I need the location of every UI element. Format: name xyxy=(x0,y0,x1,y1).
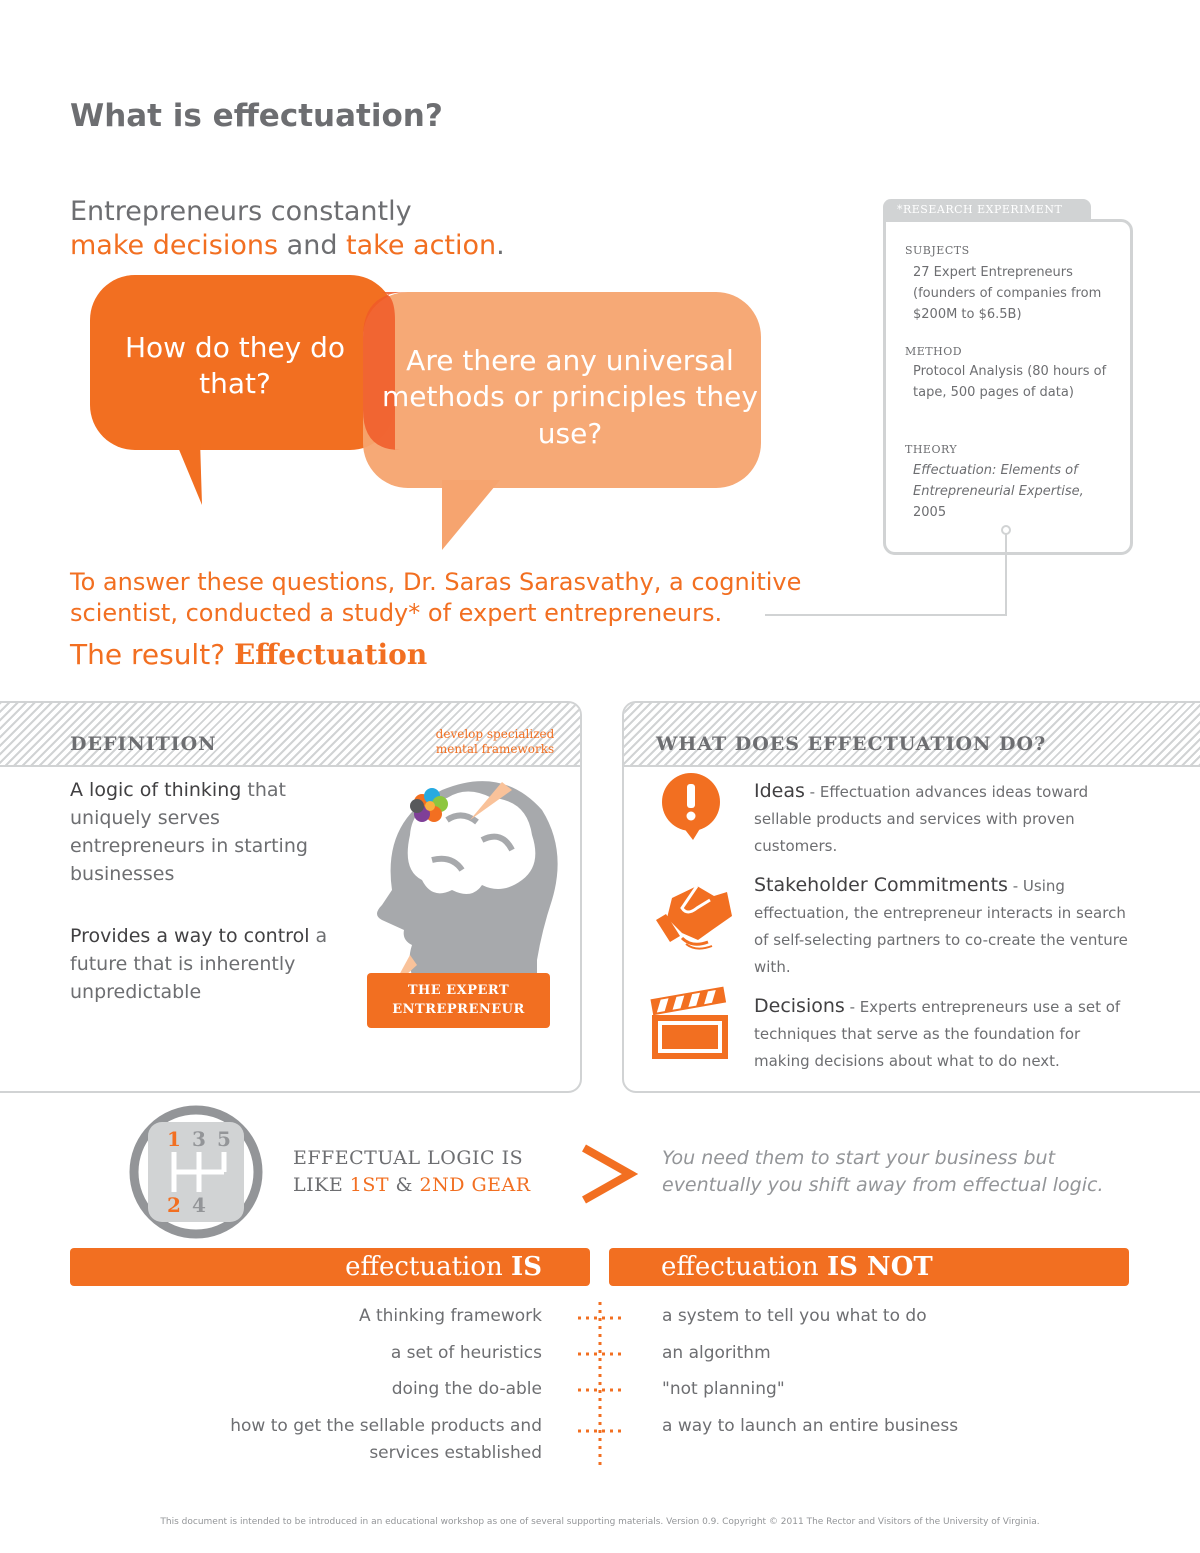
is-not-item-4: a way to launch an entire business xyxy=(662,1416,959,1436)
result-lead: The result? xyxy=(70,638,234,671)
is-item-4: how to get the sellable products and services established xyxy=(230,1416,542,1463)
footer-copyright: This document is intended to be introduced in an educational workshop as one of several supporting materials. Version 0.9. Copyright © 2011 The Rector and Visitors of the University of Virginia. xyxy=(160,1517,1040,1527)
definition-p1-bold: A logic of thinking xyxy=(70,779,242,801)
method-heading: METHOD xyxy=(905,345,963,358)
definition-paragraph-2 xyxy=(70,922,340,1006)
does-decisions-label: Decisions xyxy=(754,995,845,1017)
is-not-item-1: a system to tell you what to do xyxy=(662,1306,927,1326)
exclamation-bubble-icon xyxy=(655,772,727,842)
is-item-3: doing the do-able xyxy=(391,1379,542,1399)
subjects-heading: SUBJECTS xyxy=(905,244,970,257)
does-stakeholders-text: - Using effectuation, the entrepreneur interacts in search of self-selecting partners to co-create the venture with. xyxy=(754,877,1128,976)
result-word: Effectuation xyxy=(233,638,428,671)
gear-line-2 xyxy=(293,1172,531,1199)
does-item-decisions xyxy=(754,993,1134,1075)
is-not-bar-word: IS NOT xyxy=(826,1252,933,1282)
is-bar-prefix: effectuation xyxy=(345,1252,512,1282)
result-line xyxy=(70,638,427,671)
gear-number-2: 2 xyxy=(167,1193,181,1217)
does-item-stakeholders xyxy=(754,872,1134,981)
clapperboard-icon xyxy=(648,985,730,1061)
gear-note: You need them to start your business but eventually you shift away from effectual logic. xyxy=(662,1147,1104,1196)
gear-1st: 1ST xyxy=(349,1174,390,1196)
intro-and: and xyxy=(278,230,347,261)
bubble-question-2: Are there any universal methods or principles they use? xyxy=(382,344,758,450)
definition-p2-bold: Provides a way to control xyxy=(70,925,310,947)
gear-analogy xyxy=(293,1145,531,1199)
intro-line-1: Entrepreneurs constantly xyxy=(70,196,412,227)
gear-shift-icon xyxy=(128,1104,264,1240)
does-ideas-text: - Effectuation advances ideas toward sellable products and services with proven customers. xyxy=(754,783,1089,855)
gear-number-4: 4 xyxy=(192,1193,206,1217)
theory-heading: THEORY xyxy=(905,443,958,456)
is-not-item-2: an algorithm xyxy=(662,1343,771,1363)
research-tab-label: *RESEARCH EXPERIMENT xyxy=(897,203,1063,216)
does-ideas-label: Ideas xyxy=(754,780,805,802)
gear-number-3: 3 xyxy=(192,1127,206,1151)
is-item-1: A thinking framework xyxy=(358,1306,542,1326)
intro-make-decisions: make decisions xyxy=(70,230,279,261)
mental-frameworks-label: develop specialized mental frameworks xyxy=(435,727,555,756)
does-item-ideas xyxy=(754,778,1134,860)
definition-p2-rest: a future that is inherently unpredictable xyxy=(70,925,328,1003)
is-not-item-3: "not planning" xyxy=(662,1379,785,1399)
gear-number-1: 1 xyxy=(167,1127,181,1151)
intro-line-2 xyxy=(70,230,505,261)
intro-take-action: take action xyxy=(346,230,497,261)
subjects-body: 27 Expert Entrepreneurs (founders of companies from $200M to $6.5B) xyxy=(913,265,1102,322)
theory-year: 2005 xyxy=(913,505,947,520)
expert-label-line-2: ENTREPRENEUR xyxy=(392,1002,525,1017)
is-not-bar-prefix: effectuation xyxy=(661,1252,827,1282)
effectuation-is-not-bar xyxy=(609,1248,1129,1286)
expert-label-line-1: THE EXPERT xyxy=(407,983,510,998)
is-item-2: a set of heuristics xyxy=(390,1343,542,1363)
does-decisions-text: - Experts entrepreneurs use a set of techniques that serve as the foundation for making decisions about what to do next. xyxy=(754,998,1121,1070)
expert-entrepreneur-label xyxy=(367,973,550,1028)
gear-line-2a: LIKE xyxy=(293,1174,350,1196)
what-does-title: WHAT DOES EFFECTUATION DO? xyxy=(656,733,1047,755)
definition-p1-rest: that uniquely serves entrepreneurs in starting businesses xyxy=(70,779,308,885)
page-title: What is effectuation? xyxy=(70,98,443,134)
gear-number-5: 5 xyxy=(217,1127,231,1151)
handshake-icon xyxy=(652,878,734,950)
theory-body: Effectuation: Elements of Entrepreneurial Expertise, xyxy=(913,463,1084,499)
does-stakeholders-label: Stakeholder Commitments xyxy=(754,874,1008,896)
definition-title: DEFINITION xyxy=(70,733,217,755)
chevron-right-icon xyxy=(578,1142,638,1206)
is-bar-word: IS xyxy=(511,1252,542,1282)
method-body: Protocol Analysis (80 hours of tape, 500 pages of data) xyxy=(913,364,1107,400)
intro-period: . xyxy=(496,230,505,261)
gear-line-1: EFFECTUAL LOGIC IS xyxy=(293,1147,524,1169)
gear-2nd: 2ND GEAR xyxy=(419,1174,531,1196)
effectuation-is-bar xyxy=(70,1248,590,1286)
bubble-question-1: How do they do that? xyxy=(124,331,346,401)
definition-paragraph-1 xyxy=(70,776,360,888)
gear-and: & xyxy=(389,1174,420,1196)
dotted-divider xyxy=(570,1300,630,1470)
study-description: To answer these questions, Dr. Saras Sarasvathy, a cognitive scientist, conducted a study* of expert entrepreneurs. xyxy=(70,568,802,627)
